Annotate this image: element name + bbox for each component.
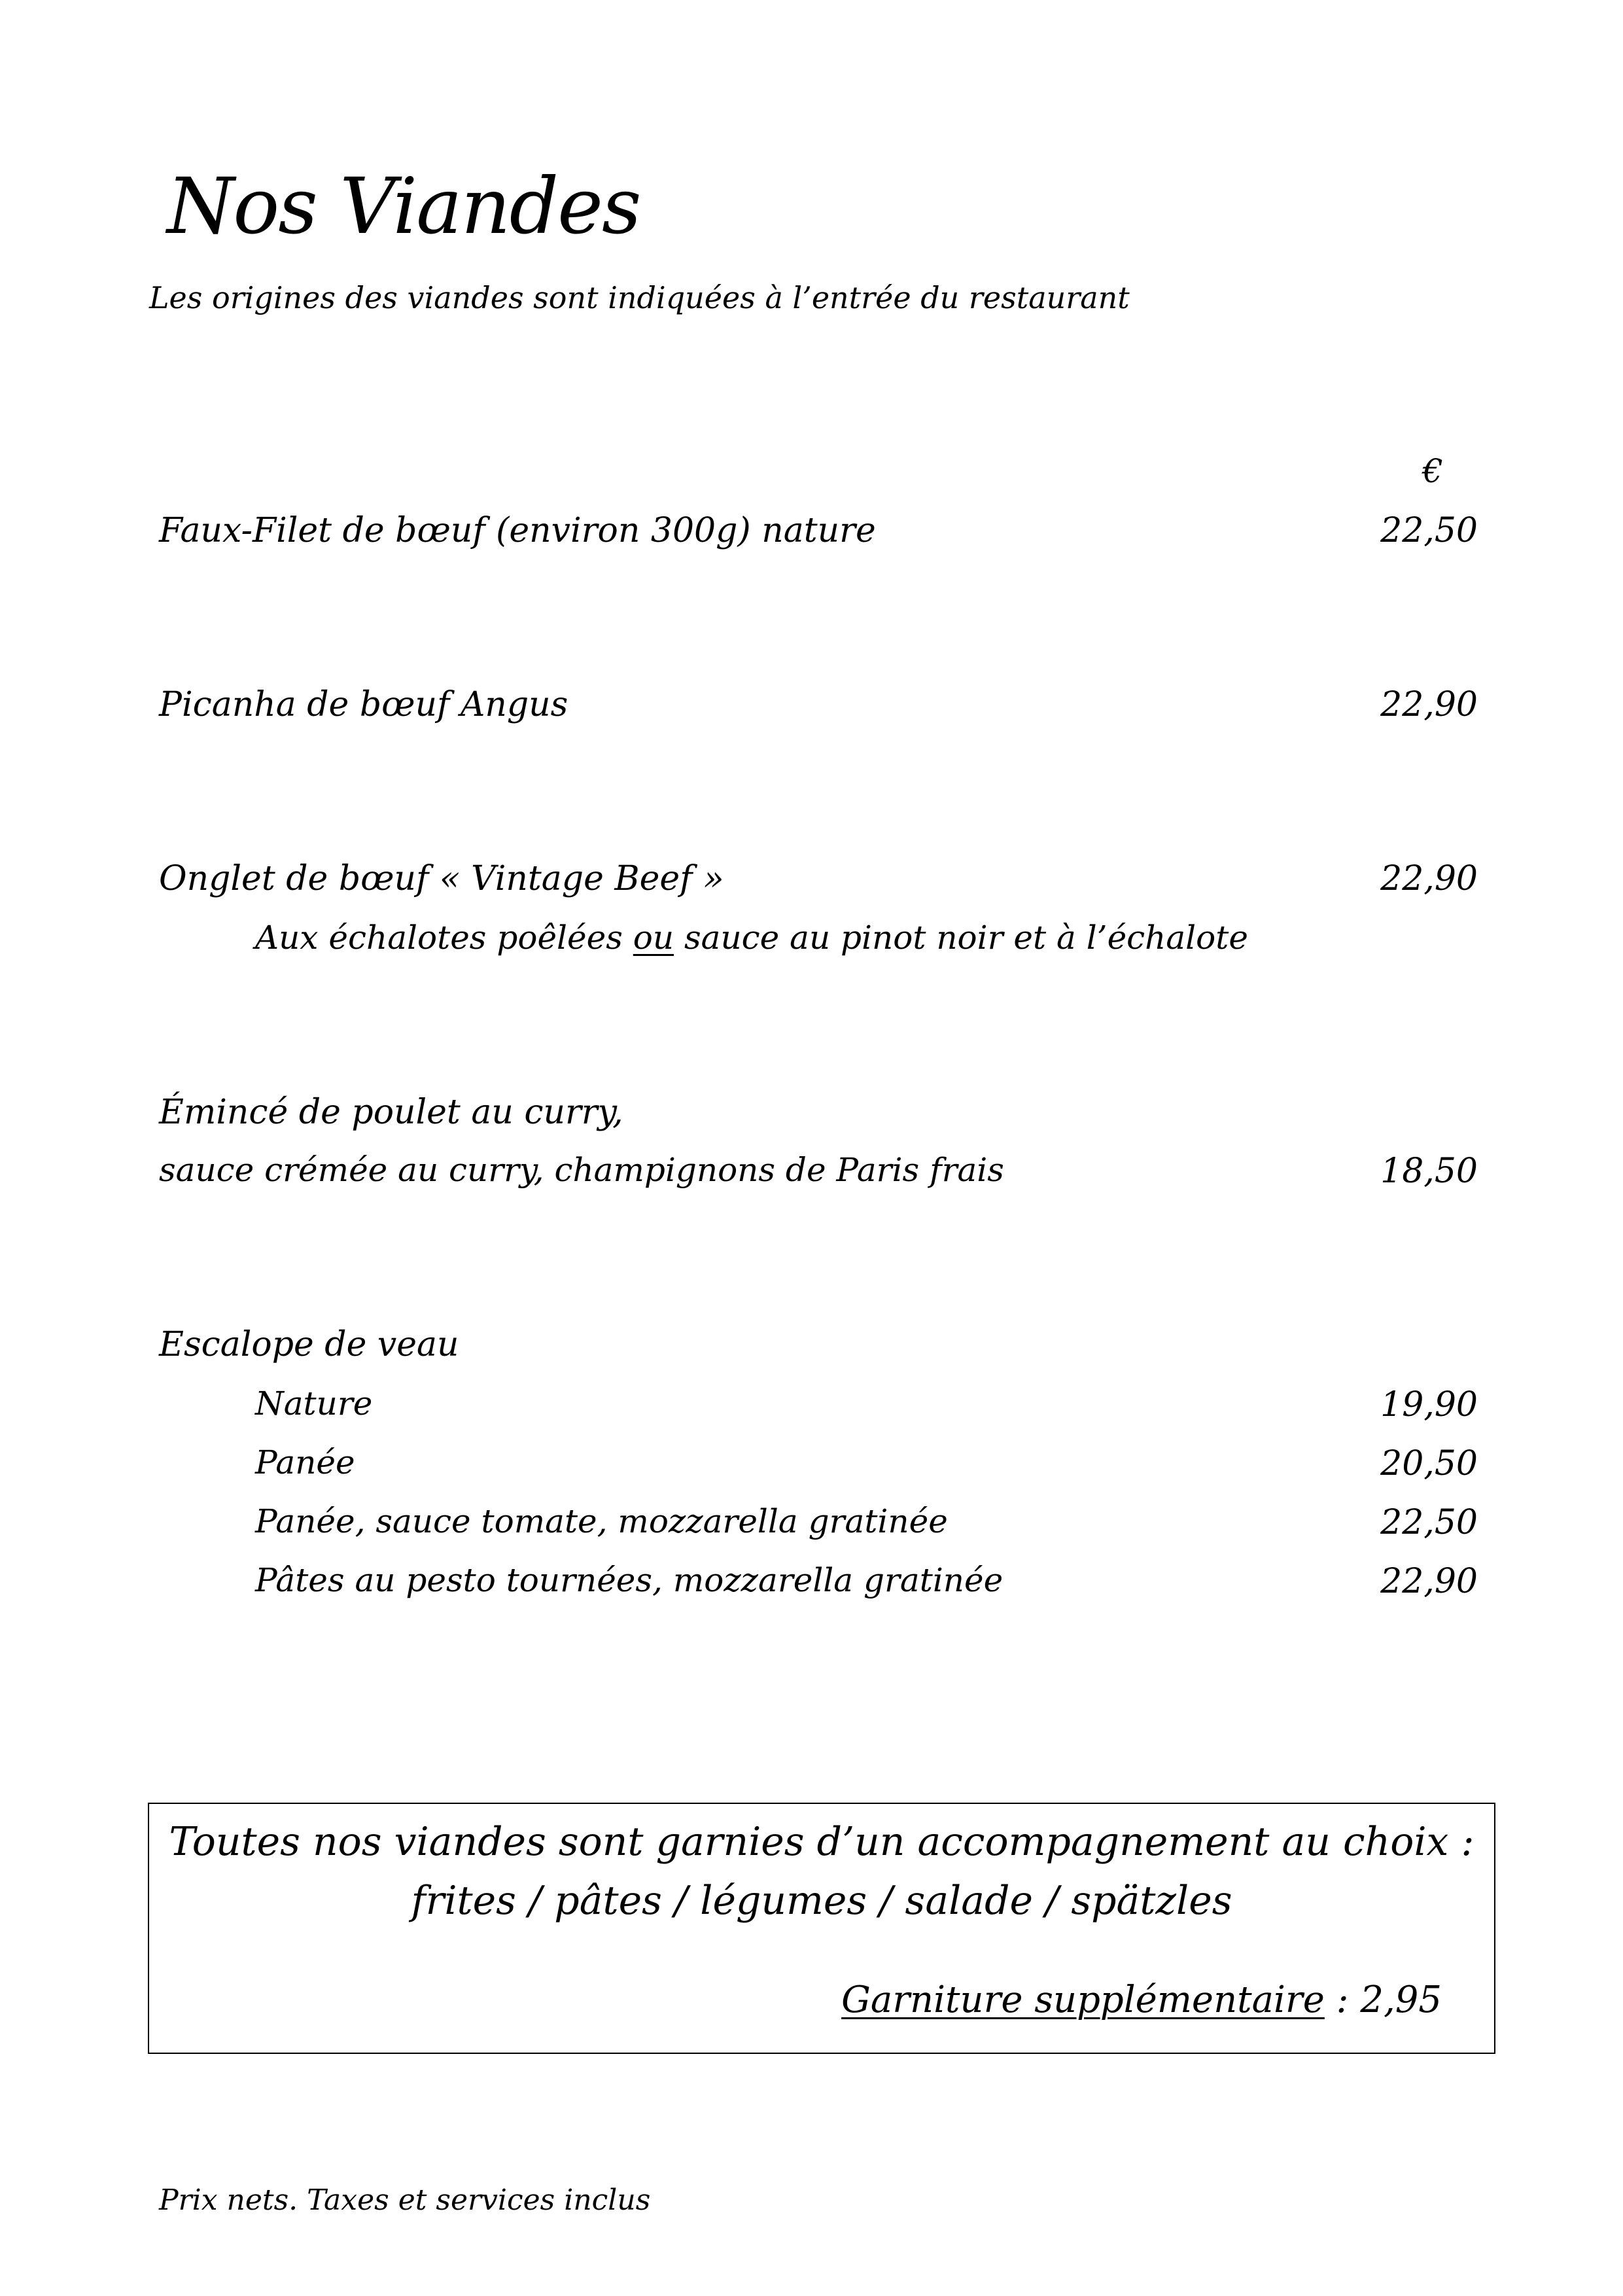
garnish-extra-label: Garniture supplémentaire bbox=[841, 1979, 1325, 2021]
garnish-extra-sep: : bbox=[1324, 1979, 1361, 2021]
page-title: Nos Viandes bbox=[167, 161, 640, 251]
garnish-extra-price: 2,95 bbox=[1360, 1979, 1442, 2021]
emince-description: sauce crémée au curry, champignons de Paris frais bbox=[159, 1151, 1004, 1189]
menu-item-escalope: Escalope de veau bbox=[159, 1325, 459, 1364]
garnish-extra bbox=[841, 1974, 1442, 2026]
menu-item-onglet: Onglet de bœuf « Vintage Beef » bbox=[159, 859, 724, 898]
onglet-desc-or: ou bbox=[633, 919, 674, 957]
escalope-variant: Panée, sauce tomate, mozzarella gratinée bbox=[255, 1502, 948, 1540]
price-onglet: 22,90 bbox=[1380, 859, 1478, 898]
garnish-options: frites / pâtes / légumes / salade / spätzles bbox=[411, 1878, 1232, 1924]
garnish-intro: Toutes nos viandes sont garnies d’un accompagnement au choix : bbox=[169, 1819, 1475, 1865]
escalope-variant: Nature bbox=[255, 1385, 373, 1422]
price-escalope-pates: 22,90 bbox=[1380, 1562, 1478, 1601]
escalope-variant: Panée bbox=[255, 1443, 355, 1481]
garnish-box bbox=[148, 1803, 1495, 2054]
onglet-desc-part1: Aux échalotes poêlées bbox=[255, 919, 633, 957]
onglet-description bbox=[255, 916, 1248, 959]
price-emince: 18,50 bbox=[1380, 1152, 1478, 1191]
escalope-variant: Pâtes au pesto tournées, mozzarella gratinée bbox=[255, 1561, 1003, 1599]
price-escalope-panee: 20,50 bbox=[1380, 1444, 1478, 1483]
menu-item-picanha: Picanha de bœuf Angus bbox=[159, 685, 568, 724]
price-escalope-nature: 19,90 bbox=[1380, 1385, 1478, 1424]
price-escalope-panee-tomate: 22,50 bbox=[1380, 1503, 1478, 1542]
price-faux-filet: 22,50 bbox=[1380, 511, 1478, 550]
menu-item-emince: Émincé de poulet au curry, bbox=[159, 1093, 623, 1132]
onglet-desc-part2: sauce au pinot noir et à l’échalote bbox=[674, 919, 1248, 957]
menu-item-faux-filet: Faux-Filet de bœuf (environ 300g) nature bbox=[159, 511, 876, 550]
page-subtitle: Les origines des viandes sont indiquées à l’entrée du restaurant bbox=[149, 280, 1130, 315]
price-picanha: 22,90 bbox=[1380, 685, 1478, 724]
currency-header: € bbox=[1422, 452, 1443, 490]
footer-note: Prix nets. Taxes et services inclus bbox=[159, 2183, 651, 2217]
